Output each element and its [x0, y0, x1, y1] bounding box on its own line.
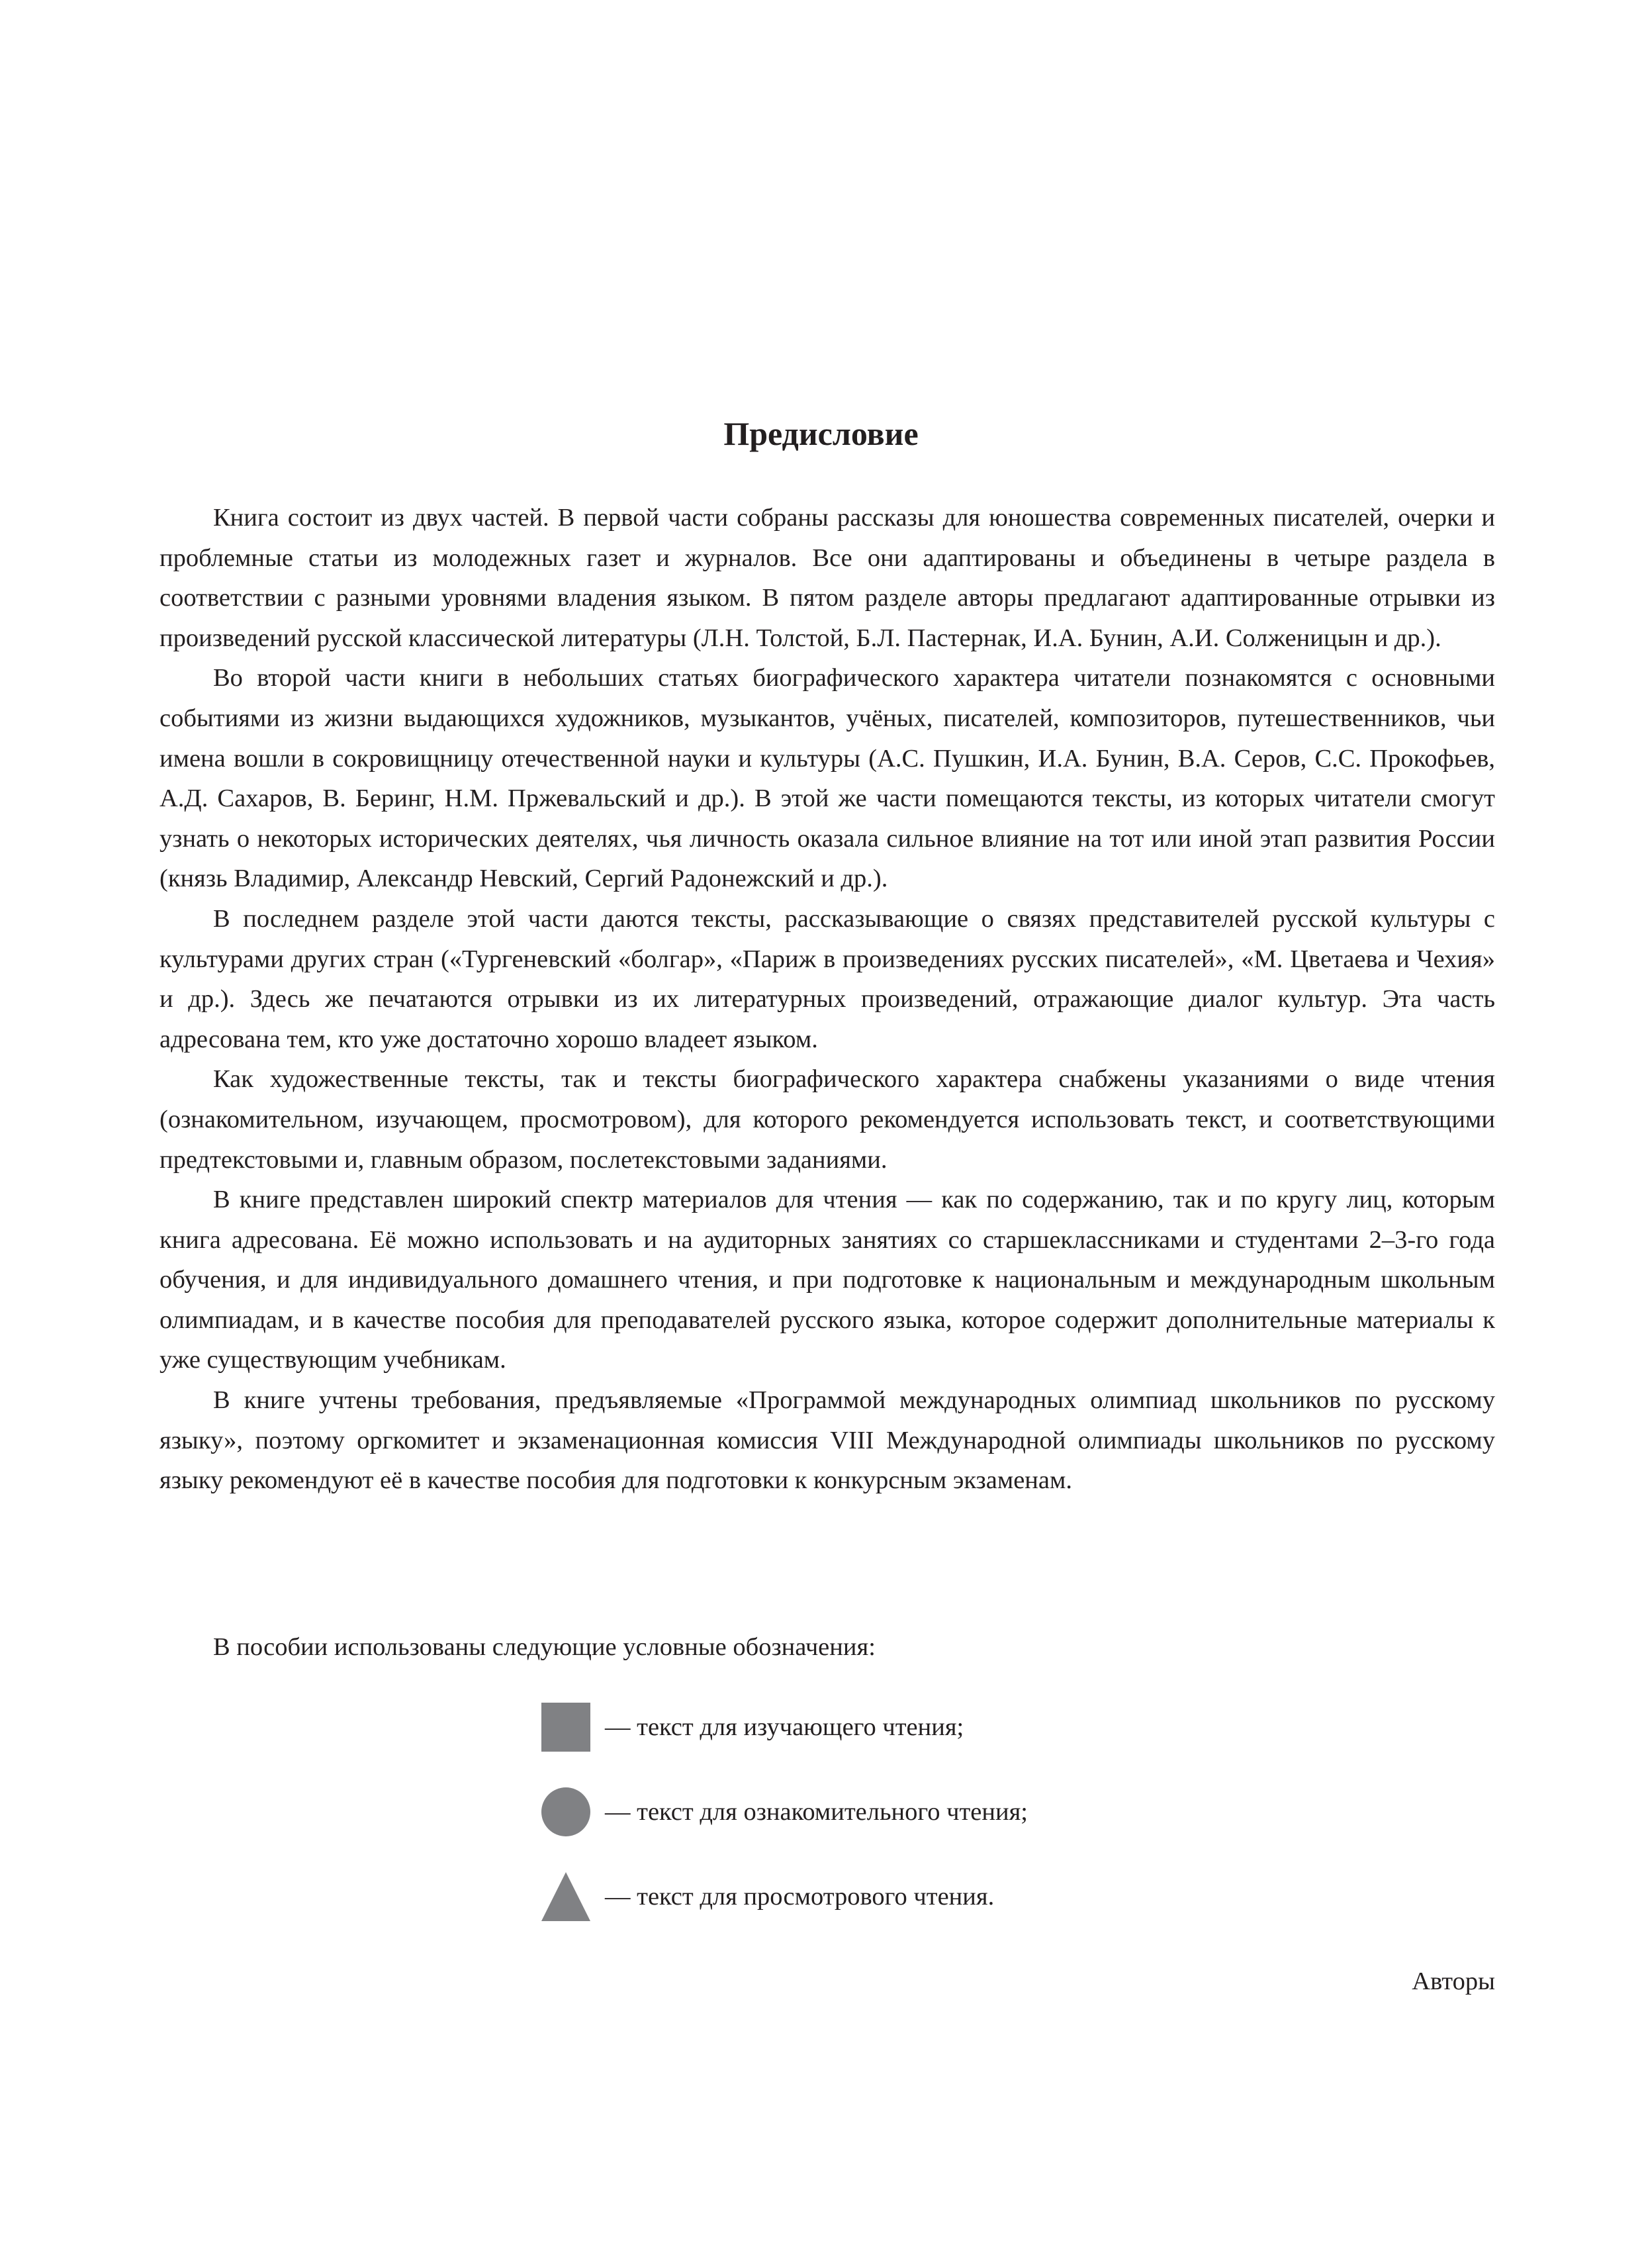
legend-list	[541, 1703, 1028, 1921]
circle-icon	[541, 1787, 590, 1836]
paragraph-4: Как художественные тексты, так и тексты биографического характера снабжены указаниями о виде чтения (ознакомительном, изучающем, просмотровом), для которого рекомендуется использовать текст, и соответствующими предтекстовыми и, главным образом, послетекстовыми заданиями.	[160, 1065, 1495, 1174]
paragraph-6: В книге учтены требования, предъявляемые «Программой международных олимпиад школьников по русскому языку», поэтому оргкомитет и экзаменационная комиссия VIII Международной олимпиады школьников по русскому языку рекомендуют её в качестве пособия для подготовки к конкурсным экзаменам.	[160, 1386, 1495, 1495]
page-title: Предисловие	[723, 415, 919, 452]
preface-body	[160, 498, 1495, 1501]
legend-item-introductory	[541, 1787, 1028, 1836]
square-icon	[541, 1703, 590, 1752]
legend-item-skimming	[541, 1872, 1028, 1921]
signature-authors: Авторы	[1412, 1967, 1495, 1995]
legend-text: — текст для ознакомительного чтения;	[605, 1798, 1028, 1826]
paragraph-3: В последнем разделе этой части даются тексты, рассказывающие о связях представителей русской культуры с культурами других стран («Тургеневский «болгар», «Париж в произведениях русских писателей», «М. Цветаева и Чехия» и др.). Здесь же печатаются отрывки из их литературных произведений, отражающие диалог культур. Эта часть адресована тем, кто уже достаточно хорошо владеет языком.	[160, 904, 1495, 1053]
legend-intro: В пособии использованы следующие условные обозначения:	[213, 1633, 876, 1661]
legend-item-studying	[541, 1703, 1028, 1752]
paragraph-2: Во второй части книги в небольших статьях биографического характера читатели познакомятся с основными событиями из жизни выдающихся художников, музыкантов, учёных, писателей, композиторов, путешественников, чьи имена вошли в сокровищницу отечественной науки и культуры (А.С. Пушкин, И.А. Бунин, В.А. Серов, С.С. Прокофьев, А.Д. Сахаров, В. Беринг, Н.М. Пржевальский и др.). В этой же части помещаются тексты, из которых читатели смогут узнать о некоторых исторических деятелях, чья личность оказала сильное влияние на тот или иной этап развития России (князь Владимир, Александр Невский, Сергий Радонежский и др.).	[160, 664, 1495, 893]
paragraph-1: Книга состоит из двух частей. В первой части собраны рассказы для юношества современных писателей, очерки и проблемные статьи из молодежных газет и журналов. Все они адаптированы и объединены в четыре раздела в соответствии с разными уровнями владения языком. В пятом разделе авторы предлагают адаптированные отрывки из произведений русской классической литературы (Л.Н. Толстой, Б.Л. Пастернак, И.А. Бунин, А.И. Солженицын и др.).	[160, 504, 1495, 652]
paragraph-5: В книге представлен широкий спектр материалов для чтения — как по содержанию, так и по кругу лиц, которым книга адресована. Её можно использовать и на аудиторных занятиях со старшеклассниками и студентами 2–3-го года обучения, и для индивидуального домашнего чтения, и при подготовке к национальным и международным школьным олимпиадам, и в качестве пособия для преподавателей русского языка, которое содержит дополнительные материалы к уже существующим учебникам.	[160, 1186, 1495, 1374]
legend-text: — текст для просмотрового чтения.	[605, 1883, 995, 1911]
legend-text: — текст для изучающего чтения;	[605, 1713, 964, 1741]
triangle-icon	[541, 1872, 590, 1921]
